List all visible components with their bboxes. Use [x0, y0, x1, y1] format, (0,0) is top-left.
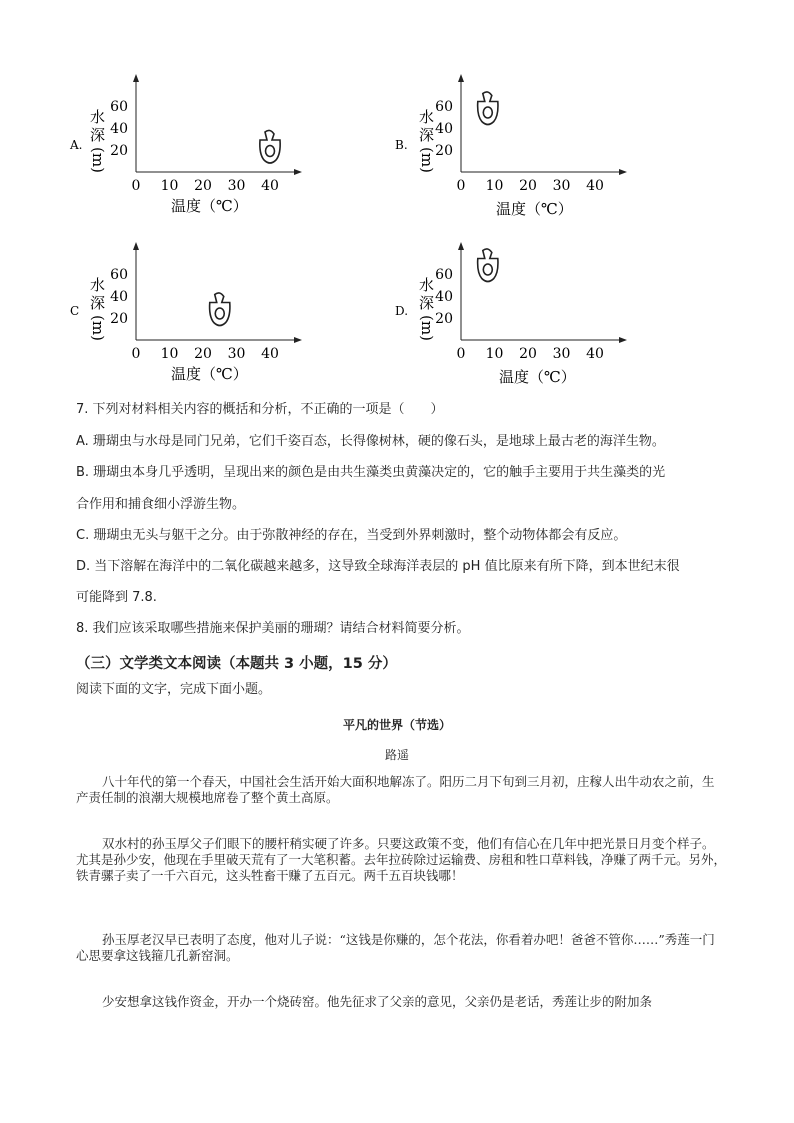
question-7-stem: 7. 下列对材料相关内容的概括和分析，不正确的一项是（ ）	[76, 402, 444, 417]
x-tick-label: 40	[586, 178, 604, 194]
x-tick-label: 0	[131, 178, 141, 194]
x-tick-label: 20	[194, 178, 212, 194]
option-letter: C	[70, 304, 80, 318]
passage-title: 平凡的世界（节选）	[342, 718, 451, 732]
x-tick-label: 0	[456, 178, 466, 194]
x-axis-label: 温度（℃）	[171, 365, 248, 383]
option-letter: D.	[395, 304, 409, 318]
x-axis-arrow	[294, 337, 302, 343]
chart-option-d	[391, 240, 651, 394]
y-axis-arrow	[458, 74, 464, 82]
y-axis-label-char: 水	[419, 108, 435, 126]
coral-marker-icon	[260, 130, 280, 163]
question-7-option-d-line1: D. 当下溶解在海洋中的二氧化碳越来越多，这导致全球海洋表层的 pH 值比原来有所下降，到本世纪末很	[76, 559, 680, 574]
question-8: 8. 我们应该采取哪些措施来保护美丽的珊瑚？请结合材料简要分析。	[76, 621, 470, 636]
x-tick-label: 0	[456, 346, 466, 362]
y-axis-label-char: (m)	[418, 315, 436, 341]
chart-b-svg	[391, 72, 651, 222]
x-tick-label: 20	[519, 346, 537, 362]
x-axis-arrow	[619, 169, 627, 175]
y-tick-label: 40	[435, 121, 453, 137]
y-axis-label-char: 深	[90, 126, 106, 144]
x-tick-label: 20	[194, 346, 212, 362]
chart-option-b	[391, 72, 651, 226]
question-7-option-a: A. 珊瑚虫与水母是同门兄弟，它们千姿百态，长得像树林，硬的像石头，是地球上最古老的海洋生物。	[76, 434, 665, 449]
y-tick-label: 60	[110, 99, 128, 115]
y-axis-arrow	[458, 242, 464, 250]
x-axis-label: 温度（℃）	[496, 200, 573, 218]
x-axis-arrow	[619, 337, 627, 343]
coral-marker-icon	[478, 249, 498, 282]
passage-paragraph: 双水村的孙玉厚父子们眼下的腰杆稍实硬了许多。只要这政策不变，他们有信心在几年中把光景日月变个样子。尤其是孙少安，他现在手里破天荒有了一大笔积蓄。去年拉砖除过运输费、房租和牲口草料钱，净赚了两千元。另外，铁青骡子卖了一千六百元，这头牲畜干赚了五百元。两千五百块钱哪！	[76, 836, 727, 883]
y-axis-label-char: 深	[90, 294, 106, 312]
x-tick-label: 10	[160, 346, 179, 362]
option-letter: B.	[395, 138, 408, 152]
passage-author: 路遥	[384, 748, 409, 762]
coral-marker-icon	[210, 293, 230, 326]
y-tick-label: 20	[110, 311, 128, 327]
coral-marker-icon	[478, 92, 498, 125]
y-tick-label: 20	[110, 143, 128, 159]
question-7-option-d-line2: 可能降到 7.8.	[76, 590, 157, 605]
x-tick-label: 10	[160, 178, 179, 194]
passage-paragraph: 孙玉厚老汉早已表明了态度，他对儿子说：“这钱是你赚的，怎个花法，你看着办吧！爸爸不管你……”秀莲一门心思要拿这钱箍几孔新窑洞。	[76, 932, 715, 963]
y-axis-label-char: (m)	[89, 147, 107, 173]
x-tick-label: 0	[131, 346, 141, 362]
x-tick-label: 20	[519, 178, 537, 194]
x-axis-label: 温度（℃）	[171, 197, 248, 215]
chart-a-svg	[66, 72, 326, 222]
option-letter: A.	[70, 138, 83, 152]
section-heading: （三）文学类文本阅读（本题共 3 小题，15 分）	[76, 656, 397, 672]
x-tick-label: 30	[227, 178, 246, 194]
reading-instruction: 阅读下面的文字，完成下面小题。	[76, 682, 272, 697]
y-tick-label: 20	[435, 311, 453, 327]
x-tick-label: 30	[552, 346, 571, 362]
y-tick-label: 40	[435, 289, 453, 305]
x-axis-label: 温度（℃）	[499, 368, 576, 386]
y-axis-label-char: 水	[90, 108, 106, 126]
y-axis-label-char: 水	[90, 276, 106, 294]
x-tick-label: 40	[586, 346, 604, 362]
chart-c-svg	[66, 240, 326, 390]
y-tick-label: 60	[110, 267, 128, 283]
y-axis-label-char: 深	[419, 294, 435, 312]
x-tick-label: 40	[261, 178, 279, 194]
y-tick-label: 40	[110, 289, 128, 305]
question-7-option-b-line2: 合作用和捕食细小浮游生物。	[76, 497, 246, 512]
x-tick-label: 10	[485, 178, 504, 194]
y-axis-arrow	[133, 242, 139, 250]
passage-paragraph: 八十年代的第一个春天，中国社会生活开始大面积地解冻了。阳历二月下旬到三月初，庄稼人出牛动农之前，生产责任制的浪潮大规模地席卷了整个黄土高原。	[76, 774, 715, 805]
y-axis-arrow	[133, 74, 139, 82]
y-axis-label-char: (m)	[89, 315, 107, 341]
y-tick-label: 40	[110, 121, 128, 137]
passage-paragraph: 少安想拿这钱作资金，开办一个烧砖窑。他先征求了父亲的意见，父亲仍是老话，秀莲让步的附加条	[102, 994, 653, 1009]
y-tick-label: 20	[435, 143, 453, 159]
y-axis-label-char: 水	[419, 276, 435, 294]
question-7-option-b-line1: B. 珊瑚虫本身几乎透明，呈现出来的颜色是由共生藻类虫黄藻决定的，它的触手主要用于共生藻类的光	[76, 465, 666, 480]
y-axis-label-char: 深	[419, 126, 435, 144]
x-tick-label: 30	[227, 346, 246, 362]
y-tick-label: 60	[435, 267, 453, 283]
y-tick-label: 60	[435, 99, 453, 115]
y-axis-label-char: (m)	[418, 147, 436, 173]
x-tick-label: 10	[485, 346, 504, 362]
x-axis-arrow	[294, 169, 302, 175]
chart-option-a	[66, 72, 326, 226]
chart-option-c	[66, 240, 326, 394]
chart-d-svg	[391, 240, 651, 390]
x-tick-label: 30	[552, 178, 571, 194]
question-7-option-c: C. 珊瑚虫无头与躯干之分。由于弥散神经的存在，当受到外界刺激时，整个动物体都会有反应。	[76, 528, 627, 543]
x-tick-label: 40	[261, 346, 279, 362]
